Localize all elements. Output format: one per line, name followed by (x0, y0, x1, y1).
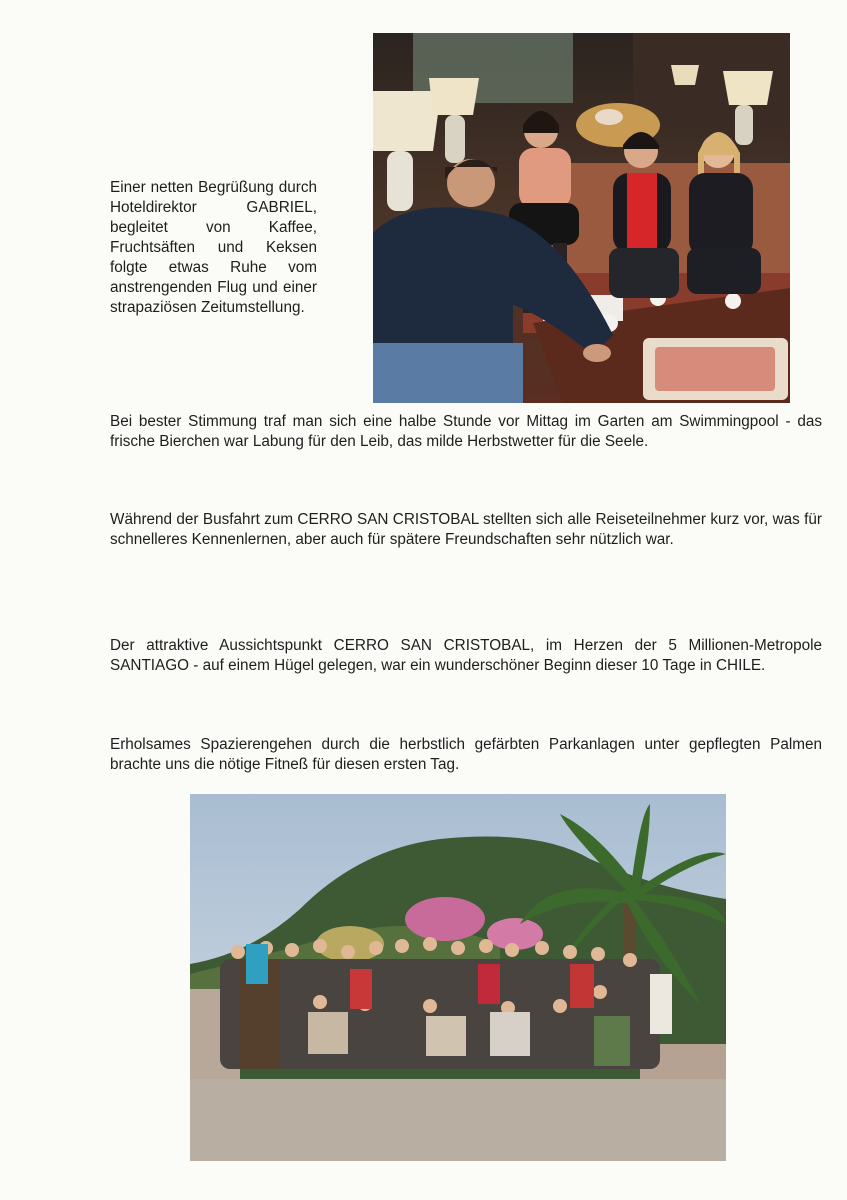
group-photo-cerro-san-cristobal (190, 794, 726, 1161)
hotel-lobby-illustration (373, 33, 790, 403)
hotel-lobby-photo (373, 33, 790, 403)
welcome-paragraph: Einer netten Begrüßung durch Hoteldirektor GABRIEL, begleitet von Kaffee, Fruchtsäften und Keksen folgte etwas Ruhe vom anstrengenden Flug und einer strapaziösen Zeitumstellung. (110, 179, 317, 316)
group-photo-illustration (190, 794, 726, 1161)
walk-paragraph: Erholsames Spazierengehen durch die herbstlich gefärbten Parkanlagen unter gepflegten Palmen brachte uns die nötige Fitneß für diesen ersten Tag. (110, 736, 822, 773)
pool-paragraph: Bei bester Stimmung traf man sich eine halbe Stunde vor Mittag im Garten am Swimmingpool - das frische Bierchen war Labung für den Leib, das milde Herbstwetter für die Seele. (110, 413, 822, 450)
viewpoint-paragraph: Der attraktive Aussichtspunkt CERRO SAN CRISTOBAL, im Herzen der 5 Millionen-Metropole SANTIAGO - auf einem Hügel gelegen, war ein wunderschöner Beginn dieser 10 Tage in CHILE. (110, 637, 822, 674)
bus-paragraph: Während der Busfahrt zum CERRO SAN CRISTOBAL stellten sich alle Reiseteilnehmer kurz vor, was für schnelleres Kennenlernen, aber auch für spätere Freundschaften sehr nützlich war. (110, 511, 822, 548)
